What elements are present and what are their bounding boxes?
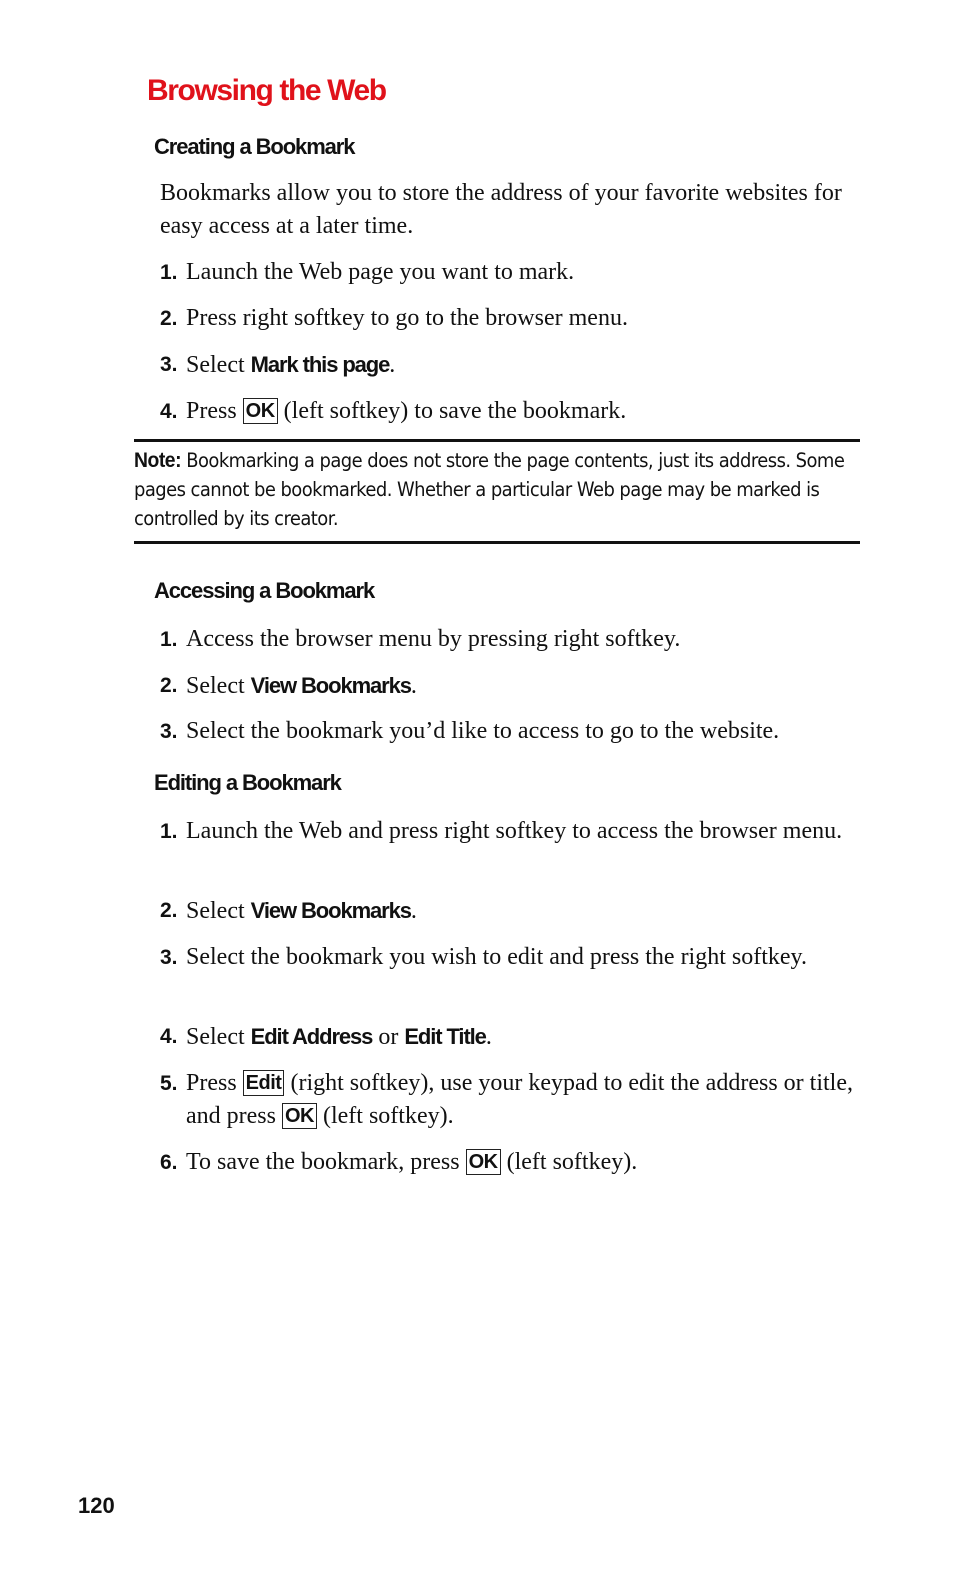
- accessing-step: [160, 669, 860, 703]
- step-text: Launch the Web page you want to mark.: [186, 259, 575, 285]
- editing-step: [160, 1067, 860, 1133]
- step-number: 2.: [160, 307, 178, 330]
- page-number: 120: [78, 1493, 115, 1518]
- softkey-ok: OK: [243, 398, 278, 424]
- step-text-mid: or: [372, 1024, 405, 1050]
- step-number: 5.: [160, 1072, 178, 1095]
- step-number: 4.: [160, 400, 178, 423]
- accessing-step: [160, 715, 860, 748]
- step-number: 3.: [160, 353, 178, 376]
- softkey-edit: Edit: [243, 1070, 285, 1096]
- step-text: Launch the Web and press right softkey to access the browser menu.: [186, 818, 843, 844]
- step-text: [186, 348, 860, 382]
- step-text: [186, 395, 860, 428]
- step-text-pre: Select: [186, 898, 251, 924]
- step-text-post: (left softkey).: [500, 1149, 638, 1175]
- step-text-post: .: [389, 352, 396, 378]
- creating-heading: Creating a Bookmark: [154, 134, 355, 159]
- softkey-ok: OK: [466, 1149, 501, 1175]
- step-text-post: .: [410, 673, 417, 699]
- step-text-post: (left softkey).: [316, 1103, 454, 1129]
- step-number: 3.: [160, 720, 178, 743]
- step-text: [186, 894, 860, 928]
- menu-item-label: View Bookmarks: [250, 673, 411, 698]
- creating-step: [160, 256, 860, 289]
- step-text: Access the browser menu by pressing right softkey.: [186, 626, 681, 652]
- step-number: 6.: [160, 1151, 178, 1174]
- step-text: [186, 669, 860, 703]
- step-text: [186, 1067, 860, 1133]
- step-text: [186, 1146, 860, 1179]
- page-title: Browsing the Web: [147, 74, 386, 107]
- step-number: 2.: [160, 899, 178, 922]
- step-number: 1.: [160, 261, 178, 284]
- menu-item-label: Edit Title: [404, 1024, 486, 1049]
- step-number: 3.: [160, 946, 178, 969]
- step-text: Press right softkey to go to the browser menu.: [186, 305, 628, 331]
- note-top-rule: [134, 439, 860, 442]
- step-text-post: .: [485, 1024, 492, 1050]
- editing-step: [160, 941, 860, 974]
- step-text: Select the bookmark you’d like to access to go to the website.: [186, 718, 780, 744]
- step-text-pre: Select: [186, 1024, 251, 1050]
- editing-step: [160, 894, 860, 928]
- note-bottom-rule: [134, 541, 860, 544]
- step-text-pre: Press: [186, 398, 243, 424]
- step-number: 1.: [160, 820, 178, 843]
- note-label: Note:: [134, 449, 182, 472]
- note-block: [134, 446, 861, 533]
- step-number: 4.: [160, 1025, 178, 1048]
- editing-step: [160, 1020, 860, 1054]
- step-text: Select the bookmark you wish to edit and press the right softkey.: [186, 944, 807, 970]
- step-text-post: .: [410, 898, 417, 924]
- editing-step: [160, 1146, 860, 1179]
- step-text-mid: (right softkey), use your keypad to edit the address or title, and press: [186, 1070, 853, 1129]
- step-text-pre: Select: [186, 673, 251, 699]
- step-text-post: (left softkey) to save the bookmark.: [277, 398, 627, 424]
- step-text-pre: To save the bookmark, press: [186, 1149, 466, 1175]
- editing-step: [160, 815, 860, 848]
- step-number: 2.: [160, 674, 178, 697]
- creating-step: [160, 395, 860, 428]
- creating-step: [160, 302, 860, 335]
- creating-step: [160, 348, 860, 382]
- note-text: Bookmarking a page does not store the page contents, just its address. Some pages cannot be bookmarked. Whether a particular Web page may be marked is controlled by its creator.: [134, 449, 845, 530]
- step-text-pre: Select: [186, 352, 251, 378]
- step-text-pre: Press: [186, 1070, 243, 1096]
- menu-item-label: Mark this page: [250, 352, 390, 377]
- accessing-heading: Accessing a Bookmark: [154, 578, 375, 603]
- softkey-ok: OK: [282, 1103, 317, 1129]
- menu-item-label: View Bookmarks: [250, 898, 411, 923]
- menu-item-label: Edit Address: [250, 1024, 373, 1049]
- step-text: [186, 1020, 860, 1054]
- editing-heading: Editing a Bookmark: [154, 770, 341, 795]
- creating-intro: Bookmarks allow you to store the address of your favorite websites for easy access at a later time.: [160, 180, 842, 239]
- step-number: 1.: [160, 628, 178, 651]
- accessing-step: [160, 623, 860, 656]
